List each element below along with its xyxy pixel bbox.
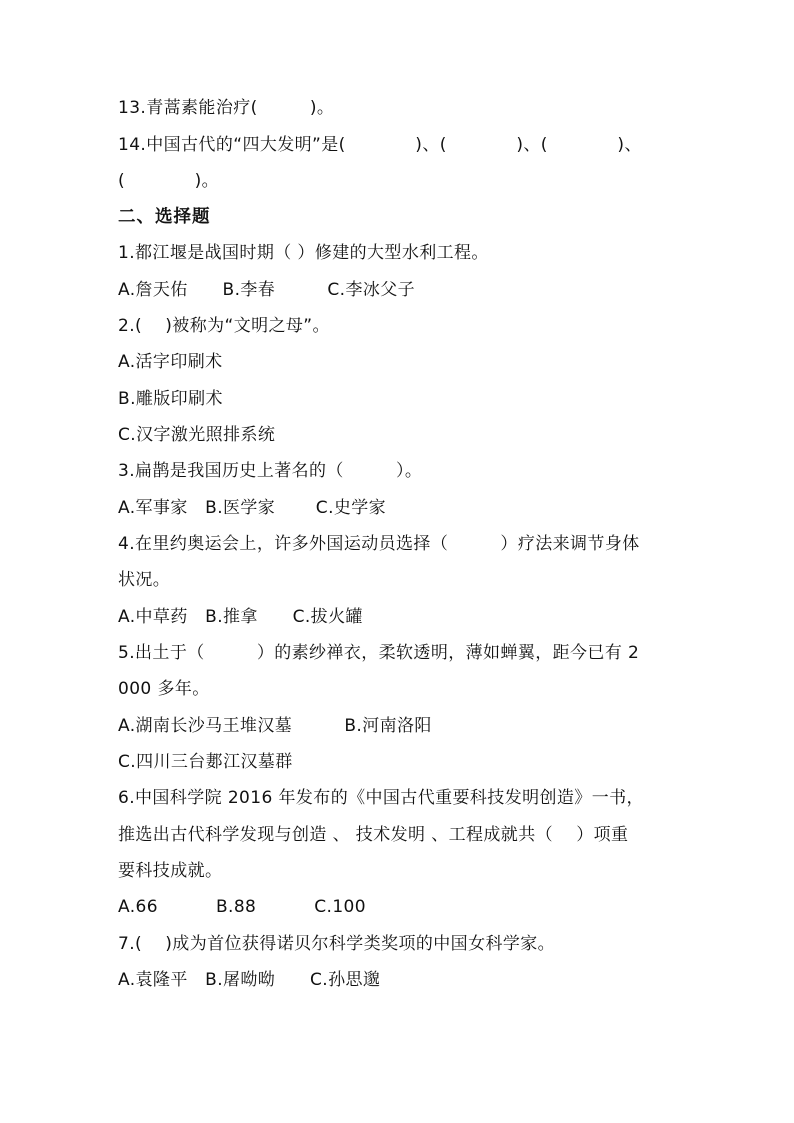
- choice-question-7-options: A.袁隆平 B.屠呦呦 C.孙思邈: [118, 970, 381, 990]
- question-14-line-2: ( )。: [118, 171, 220, 191]
- choice-question-5-option-c: C.四川三台郪江汉墓群: [118, 752, 293, 772]
- choice-question-5-options: A.湖南长沙马王堆汉墓 B.河南洛阳: [118, 716, 432, 736]
- choice-question-3-stem: 3.扁鹊是我国历史上著名的（ ）。: [118, 461, 423, 481]
- choice-question-5-stem-line-2: 000 多年。: [118, 679, 210, 699]
- choice-question-6-stem-line-3: 要科技成就。: [118, 861, 223, 881]
- choice-question-2-option-b: B.雕版印刷术: [118, 389, 223, 409]
- choice-question-4-stem-line-1: 4.在里约奥运会上，许多外国运动员选择（ ）疗法来调节身体: [118, 534, 640, 554]
- choice-question-3-options: A.军事家 B.医学家 C.史学家: [118, 498, 387, 518]
- choice-question-6-stem-line-1: 6.中国科学院 2016 年发布的《中国古代重要科技发明创造》一书，: [118, 788, 644, 808]
- choice-question-4-stem-line-2: 状况。: [118, 570, 171, 590]
- choice-question-4-options: A.中草药 B.推拿 C.拔火罐: [118, 607, 363, 627]
- choice-question-7-stem: 7.( )成为首位获得诺贝尔科学类奖项的中国女科学家。: [118, 934, 556, 954]
- choice-question-5-stem-line-1: 5.出土于（ ）的素纱禅衣，柔软透明，薄如蝉翼，距今已有 2: [118, 643, 640, 663]
- choice-question-6-options: A.66 B.88 C.100: [118, 897, 366, 917]
- choice-question-2-option-c: C.汉字激光照排系统: [118, 425, 276, 445]
- choice-question-1-options: A.詹天佑 B.李春 C.李冰父子: [118, 280, 416, 300]
- section-title: 二、选择题: [118, 207, 211, 227]
- choice-question-6-stem-line-2: 推选出古代科学发现与创造 、 技术发明 、工程成就共（ ）项重: [118, 825, 629, 845]
- choice-question-1-stem: 1.都江堰是战国时期（ ）修建的大型水利工程。: [118, 243, 489, 263]
- question-14-line-1: 14.中国古代的“四大发明”是( )、( )、( )、: [118, 135, 642, 155]
- question-13: 13.青蒿素能治疗( )。: [118, 98, 335, 118]
- choice-question-2-option-a: A.活字印刷术: [118, 352, 223, 372]
- choice-question-2-stem: 2.( )被称为“文明之母”。: [118, 316, 330, 336]
